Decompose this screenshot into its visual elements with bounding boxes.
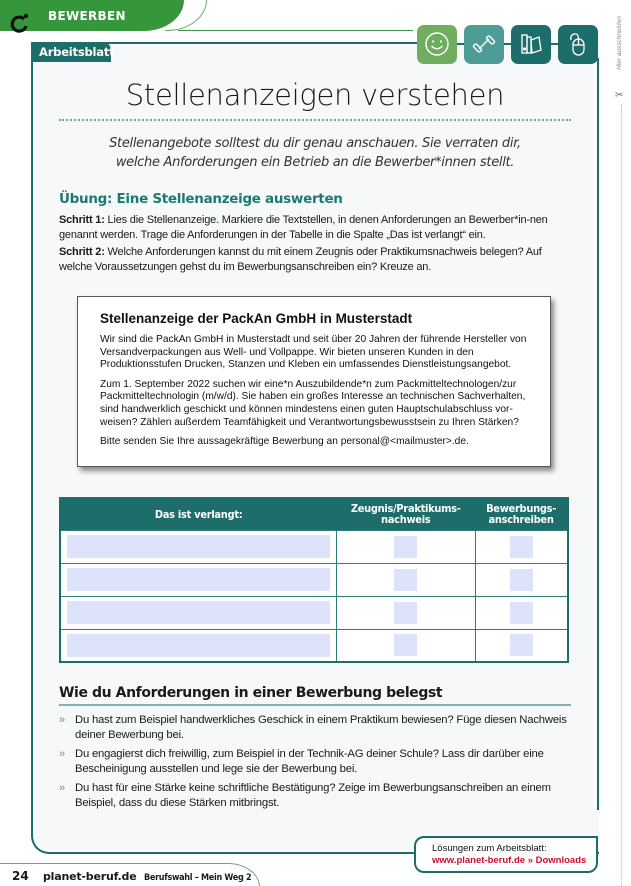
- cover-letter-checkbox[interactable]: [510, 569, 533, 591]
- cut-line: [621, 104, 622, 886]
- solutions-label: Lösungen zum Arbeitsblatt:: [432, 843, 547, 854]
- list-item: [59, 713, 574, 743]
- page-title: Stellenanzeigen verstehen: [125, 78, 505, 112]
- section-label: BEWERBEN: [48, 9, 126, 23]
- cover-letter-checkbox[interactable]: [510, 634, 533, 656]
- cover-letter-checkbox[interactable]: [510, 602, 533, 624]
- certificate-checkbox[interactable]: [394, 536, 417, 558]
- tips-list: [59, 713, 574, 815]
- job-ad-title: Stellenanzeige der PackAn GmbH in Musterstadt: [100, 311, 413, 326]
- step-1-text: Lies die Stellenanzeige. Markiere die Textstellen, in denen Anforderungen an Bewerber*in-nen genannt werden. Trage die Anforderungen in der Tabelle in die Spalte „Das ist verlangt“ ein.: [59, 214, 548, 241]
- worksheet-tab: Arbeitsblatt: [31, 42, 111, 62]
- tips-divider: [59, 704, 571, 706]
- exercise-heading: Übung: Eine Stellenanzeige auswerten: [59, 191, 343, 207]
- intro-text: [60, 134, 570, 172]
- smiley-icon: [417, 25, 457, 64]
- tips-heading: Wie du Anforderungen in einer Bewerbung belegst: [59, 685, 443, 701]
- footer-site: planet-beruf.de: [43, 870, 137, 883]
- requirement-input[interactable]: [67, 601, 330, 624]
- table-row: [60, 629, 568, 662]
- scissors-icon: ✂: [615, 90, 624, 101]
- requirement-input[interactable]: [67, 634, 330, 657]
- certificate-checkbox[interactable]: [394, 634, 417, 656]
- solutions-link[interactable]: www.planet-beruf.de » Downloads: [432, 855, 587, 866]
- frame-right-border: [597, 58, 599, 810]
- job-ad-paragraph[interactable]: Zum 1. September 2022 suchen wir eine*n Auszubildende*n zum Packmitteltechnologen/zur Packmitteltechnologin (m/w/d). Sie haben ein großes Interesse an technischen Sachverhalten, sind handwerklich geschickt und können mindestens einen guten Hauptschulabschluss vor-weisen? Zählen außerdem Teamfähigkeit und Verantwortungsbewusstsein zu Ihren Stärken?: [100, 378, 526, 428]
- page-footer: [12, 869, 251, 883]
- step-1: [59, 213, 574, 242]
- bullet-chevron-icon: »: [59, 782, 65, 794]
- table-header-row: [60, 498, 568, 530]
- step-2-label: Schritt 2:: [59, 246, 105, 258]
- icon-connector: [504, 43, 511, 45]
- bullet-chevron-icon: »: [59, 748, 65, 760]
- table-row: [60, 530, 568, 563]
- table-row: [60, 596, 568, 629]
- title-divider: [59, 119, 571, 121]
- cover-letter-checkbox[interactable]: [510, 536, 533, 558]
- step-2-text: Welche Anforderungen kannst du mit einem Zeugnis oder Praktikumsnachweis belegen? Auf welche Voraussetzungen gehst du im Bewerbungsanschreiben ein? Kreuze an.: [59, 246, 542, 273]
- list-item: [59, 747, 574, 777]
- list-item: [59, 781, 574, 811]
- page-number: 24: [12, 869, 29, 883]
- certificate-checkbox[interactable]: [394, 569, 417, 591]
- list-item-text: Du hast für eine Stärke keine schriftliche Bestätigung? Zeige im Bewerbungsanschreiben an einem Beispiel, dass du diese Stärken mitbringst.: [75, 782, 551, 809]
- icon-connector: [551, 43, 558, 45]
- requirements-table: [59, 497, 569, 663]
- logo-icon: [9, 13, 29, 33]
- cut-here-label: Hier ausschneiden: [616, 16, 623, 70]
- certificate-checkbox[interactable]: [394, 602, 417, 624]
- icon-connector: [457, 43, 464, 45]
- step-1-label: Schritt 1:: [59, 214, 105, 226]
- table-row: [60, 563, 568, 596]
- requirement-input[interactable]: [67, 568, 330, 591]
- dumbbell-icon: [464, 25, 504, 64]
- bullet-chevron-icon: »: [59, 714, 65, 726]
- intro-line-2: welche Anforderungen ein Betrieb an die Bewerber*innen stellt.: [115, 155, 515, 170]
- job-ad-paragraph[interactable]: Bitte senden Sie Ihre aussagekräftige Bewerbung an personal@<mailmuster>.de.: [100, 436, 469, 448]
- job-ad-paragraph[interactable]: Wir sind die PackAn GmbH in Musterstadt und seit über 20 Jahren der führende Hersteller von Versandverpackungen aus Well- und Vollpappe. Wir bieten unseren Kunden in den Produktionsstufen Drucken, Stanzen und Kleben ein umfassendes Dienstleistungsangebot.: [100, 334, 527, 371]
- header-requirement: Das ist verlangt:: [60, 498, 336, 530]
- exercise-steps: [59, 213, 574, 277]
- list-item-text: Du hast zum Beispiel handwerkliches Geschick in einem Praktikum bewiesen? Füge diesen Nachweis deiner Bewerbung bei.: [75, 714, 567, 741]
- requirement-input[interactable]: [67, 535, 330, 558]
- header-certificate: Zeugnis/Praktikums- nachweis: [336, 498, 475, 530]
- header-cover-letter: Bewerbungs- anschreiben: [475, 498, 568, 530]
- folders-icon: [511, 25, 551, 64]
- topic-icons: [417, 24, 598, 64]
- job-ad-box: [77, 296, 551, 467]
- list-item-text: Du engagierst dich freiwillig, zum Beispiel in der Technik-AG deiner Schule? Lass dir darüber eine Bescheinigung ausstellen und lege sie der Bewerbung bei.: [75, 748, 544, 775]
- banner-divider: [178, 30, 413, 31]
- solutions-box: [414, 836, 598, 873]
- banner-curve-decoration: [165, 0, 207, 31]
- intro-line-1: Stellenangebote solltest du dir genau anschauen. Sie verraten dir,: [109, 136, 521, 151]
- step-2: [59, 245, 574, 274]
- footer-publication: Berufswahl – Mein Weg 2: [144, 873, 252, 883]
- mouse-icon: [558, 25, 598, 64]
